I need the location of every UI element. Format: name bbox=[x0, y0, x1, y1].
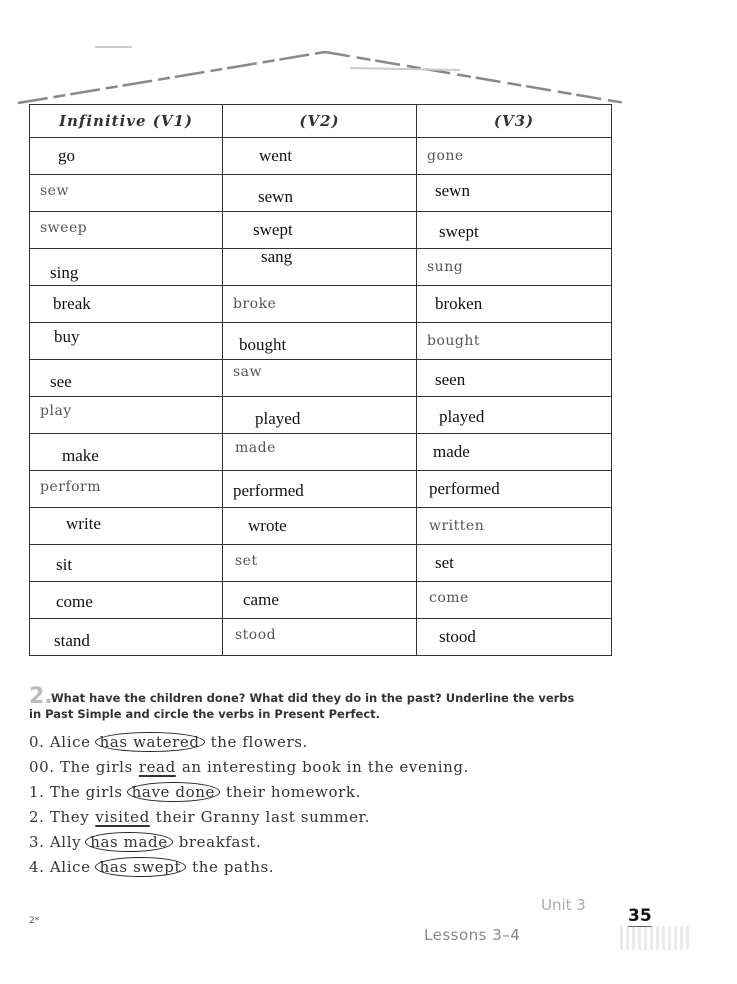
underlined-verb: visited bbox=[95, 808, 150, 826]
cell-infinitive bbox=[30, 471, 223, 508]
sentence-start: 2. They bbox=[29, 808, 90, 826]
cell-v2 bbox=[223, 323, 417, 360]
cell-infinitive bbox=[30, 434, 223, 471]
verb-form: sweep bbox=[40, 220, 88, 236]
sentence bbox=[29, 832, 589, 857]
verb-form: stood bbox=[235, 627, 277, 643]
verb-form: played bbox=[439, 407, 485, 426]
verb-form: bought bbox=[239, 335, 287, 354]
header-v2: (V2) bbox=[223, 105, 417, 138]
footnote-mark: 2* bbox=[29, 916, 40, 926]
cell-v3 bbox=[417, 212, 612, 249]
table-row bbox=[30, 545, 612, 582]
sentence bbox=[29, 732, 589, 757]
cell-infinitive bbox=[30, 286, 223, 323]
verb-forms-table bbox=[29, 104, 612, 656]
sentence bbox=[29, 757, 589, 782]
verb-form: came bbox=[243, 590, 279, 609]
circled-verb: has swept bbox=[95, 857, 187, 877]
table-row bbox=[30, 360, 612, 397]
cell-v3 bbox=[417, 323, 612, 360]
cell-infinitive bbox=[30, 582, 223, 619]
roof-decoration bbox=[0, 0, 737, 110]
cell-v2 bbox=[223, 508, 417, 545]
verb-form: wrote bbox=[248, 516, 287, 535]
sentence-end: their Granny last summer. bbox=[155, 808, 370, 826]
verb-form: play bbox=[40, 403, 72, 419]
verb-form: buy bbox=[54, 327, 80, 346]
cell-v3 bbox=[417, 138, 612, 175]
cell-v2 bbox=[223, 175, 417, 212]
verb-form: sung bbox=[427, 259, 464, 275]
cell-v3 bbox=[417, 249, 612, 286]
verb-form: seen bbox=[435, 370, 466, 389]
cell-infinitive bbox=[30, 212, 223, 249]
verb-form: go bbox=[58, 146, 75, 165]
verb-form: stand bbox=[54, 631, 90, 650]
verb-form: broken bbox=[435, 294, 483, 313]
table-row bbox=[30, 582, 612, 619]
instruction-line-1: What have the children done? What did they do in the past? Underline the verbs bbox=[51, 691, 575, 705]
underlined-verb: read bbox=[138, 758, 176, 776]
verb-form: come bbox=[429, 590, 469, 606]
cell-v2 bbox=[223, 138, 417, 175]
page-number: 35 bbox=[628, 906, 652, 926]
cell-infinitive bbox=[30, 397, 223, 434]
cell-infinitive bbox=[30, 619, 223, 656]
verb-form: swept bbox=[439, 222, 479, 241]
cell-infinitive bbox=[30, 508, 223, 545]
verb-form: sang bbox=[261, 247, 293, 266]
verb-form: gone bbox=[427, 148, 464, 164]
cell-v2 bbox=[223, 545, 417, 582]
table-row bbox=[30, 434, 612, 471]
verb-form: set bbox=[435, 553, 454, 572]
sentence-end: an interesting book in the evening. bbox=[181, 758, 469, 776]
cell-infinitive bbox=[30, 545, 223, 582]
table-header-row bbox=[30, 105, 612, 138]
sentence-end: their homework. bbox=[225, 783, 361, 801]
exercise-2-instruction bbox=[29, 684, 629, 722]
sentence-start: 0. Alice bbox=[29, 733, 91, 751]
cell-v2 bbox=[223, 397, 417, 434]
cell-v3 bbox=[417, 175, 612, 212]
verb-form: perform bbox=[40, 479, 102, 495]
instruction-line-2: in Past Simple and circle the verbs in Present Perfect. bbox=[29, 707, 381, 721]
verb-form: set bbox=[235, 553, 258, 569]
sentence bbox=[29, 807, 589, 832]
sentence-start: 1. The girls bbox=[29, 783, 123, 801]
cell-v3 bbox=[417, 434, 612, 471]
cell-infinitive bbox=[30, 138, 223, 175]
verb-form: performed bbox=[429, 479, 500, 498]
cell-v2 bbox=[223, 582, 417, 619]
cell-v3 bbox=[417, 545, 612, 582]
circled-verb: have done bbox=[127, 782, 220, 802]
verb-form: made bbox=[235, 440, 276, 456]
cell-v3 bbox=[417, 286, 612, 323]
sentence-end: the flowers. bbox=[210, 733, 308, 751]
table-row bbox=[30, 323, 612, 360]
cell-infinitive bbox=[30, 323, 223, 360]
sentence-start: 3. Ally bbox=[29, 833, 82, 851]
cell-v3 bbox=[417, 619, 612, 656]
verb-form: sit bbox=[56, 555, 73, 574]
cell-v2 bbox=[223, 286, 417, 323]
cell-v2 bbox=[223, 471, 417, 508]
verb-form: saw bbox=[233, 364, 263, 380]
sentence bbox=[29, 782, 589, 807]
table-row bbox=[30, 508, 612, 545]
verb-form: write bbox=[66, 514, 101, 533]
verb-form: broke bbox=[233, 296, 277, 312]
cell-infinitive bbox=[30, 249, 223, 286]
verb-form: make bbox=[62, 446, 99, 465]
sentence-start: 4. Alice bbox=[29, 858, 91, 876]
table-row bbox=[30, 397, 612, 434]
table-row bbox=[30, 471, 612, 508]
verb-form: bought bbox=[427, 333, 481, 349]
table-row bbox=[30, 619, 612, 656]
cell-v3 bbox=[417, 508, 612, 545]
cell-v2 bbox=[223, 619, 417, 656]
header-v3: (V3) bbox=[417, 105, 612, 138]
sentence-start: 00. The girls bbox=[29, 758, 133, 776]
verb-form: break bbox=[53, 294, 91, 313]
cell-v2 bbox=[223, 249, 417, 286]
table-row bbox=[30, 212, 612, 249]
cell-v3 bbox=[417, 471, 612, 508]
sentence-end: the paths. bbox=[192, 858, 275, 876]
verb-form: sewn bbox=[258, 187, 293, 206]
table-row bbox=[30, 175, 612, 212]
verb-form: made bbox=[433, 442, 470, 461]
table-row bbox=[30, 286, 612, 323]
verb-form: played bbox=[255, 409, 301, 428]
circled-verb: has watered bbox=[95, 732, 205, 752]
verb-form: sing bbox=[50, 263, 79, 282]
cell-v2 bbox=[223, 212, 417, 249]
page-corner-shading bbox=[620, 926, 690, 950]
lessons-label: Lessons 3–4 bbox=[424, 926, 521, 944]
unit-label: Unit 3 bbox=[541, 896, 586, 914]
cell-v2 bbox=[223, 434, 417, 471]
verb-form: went bbox=[259, 146, 293, 165]
verb-form: sewn bbox=[435, 181, 470, 200]
verb-form: swept bbox=[253, 220, 293, 239]
cell-infinitive bbox=[30, 175, 223, 212]
verb-form: written bbox=[429, 518, 485, 534]
exercise-2-sentences bbox=[29, 732, 589, 882]
cell-infinitive bbox=[30, 360, 223, 397]
sentence bbox=[29, 857, 589, 882]
cell-v2 bbox=[223, 360, 417, 397]
verb-form: performed bbox=[233, 481, 304, 500]
table-row bbox=[30, 249, 612, 286]
verb-form: stood bbox=[439, 627, 476, 646]
table-row bbox=[30, 138, 612, 175]
cell-v3 bbox=[417, 582, 612, 619]
header-infinitive: Infinitive (V1) bbox=[30, 105, 223, 138]
verb-form: see bbox=[50, 372, 72, 391]
cell-v3 bbox=[417, 360, 612, 397]
exercise-number: 2. bbox=[29, 684, 53, 709]
verb-form: come bbox=[56, 592, 93, 611]
cell-v3 bbox=[417, 397, 612, 434]
sentence-end: breakfast. bbox=[178, 833, 262, 851]
circled-verb: has made bbox=[85, 832, 173, 852]
verb-form: sew bbox=[40, 183, 69, 199]
